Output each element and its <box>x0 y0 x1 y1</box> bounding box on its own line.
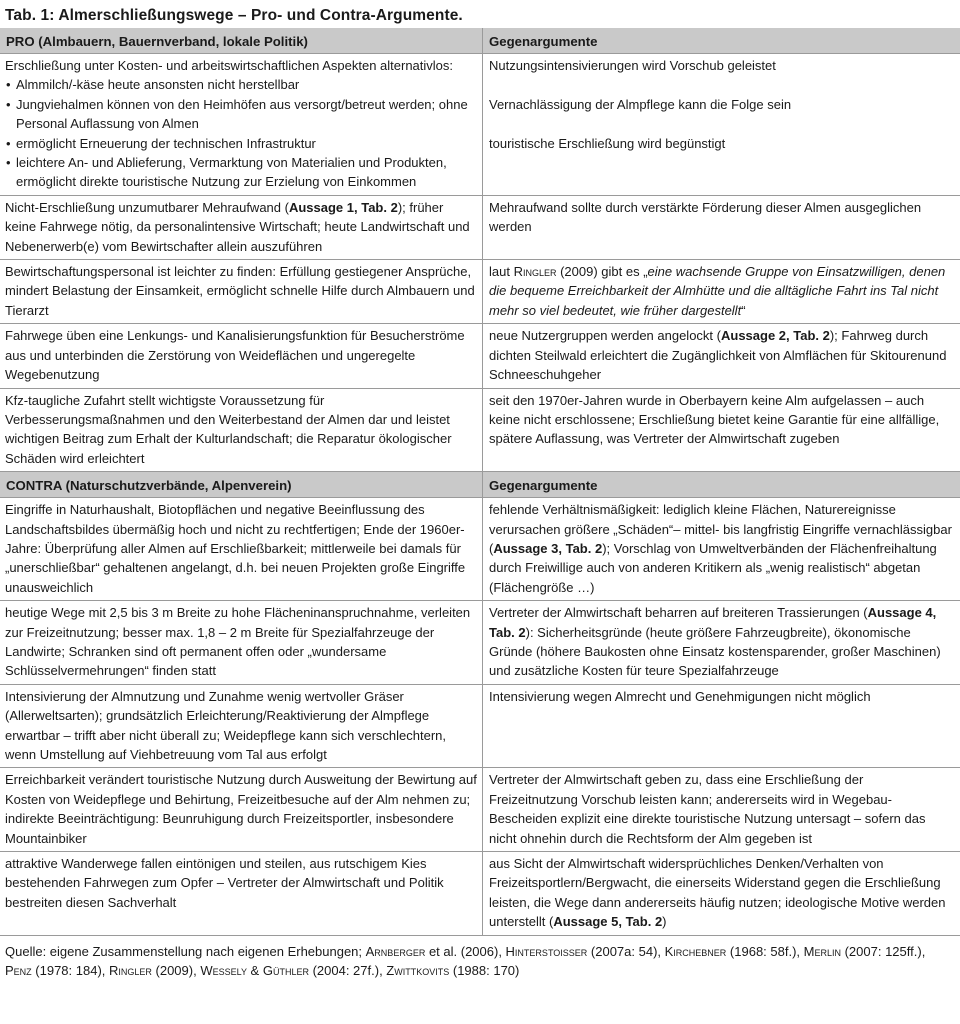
contra-argument: Erreichbarkeit verändert touristische Nutzung durch Ausweitung der Bewirtung auf Kosten von Weidepflege und Behirtung, Freizeitbesuche auf der Alm nehmen zu; indirekte Beeinträchtigung: Beunruhigung durch Freizeitsportler, insbesondere Mountainbiker <box>0 768 483 852</box>
source-note: Quelle: eigene Zusammenstellung nach eigenen Erhebungen; Arnberger et al. (2006), Hinterstoisser (2007a: 54), Kirchebner (1968: 58f.), Merlin (2007: 125ff.), Penz (1978: 184), Ringler (2009), Wessely & Güthler (2004: 27f.), Zwittkovits (1988: 170) <box>5 943 926 979</box>
arguments-table <box>0 28 960 936</box>
table-title: Tab. 1: Almerschließungswege – Pro- und Contra-Argumente. <box>5 7 463 24</box>
contra-argument: heutige Wege mit 2,5 bis 3 m Breite zu hohe Flächeninanspruchnahme, verleiten zur Freizeitnutzung; besser max. 1,8 – 2 m Breite für Spezialfahrzeuge der Landwirte; Schranken sind oft permanent offen oder „wundersame Schlüsselvermehrungen“ finden statt <box>0 601 483 685</box>
counter-argument: fehlende Verhältnismäßigkeit: lediglich kleine Flächen, Naturereignisse verursachen größere „Schäden“– mittel- bis langfristig Eingriffe vernachlässigbar (Aussage 3, Tab. 2); Vorschlag von Umweltverbänden der Flächenfreihaltung durch Freiwillige auch von anderen Kritikern als „wenig realistisch“ abgetan (Flächengröße …) <box>483 498 960 601</box>
author-name: Hinterstoisser <box>505 943 588 959</box>
reference: Aussage 1, Tab. 2 <box>288 199 398 215</box>
contra-argument: Intensivierung der Almnutzung und Zunahme wenig wertvoller Gräser (Allerweltsarten); grundsätzlich Erleichterung/Reaktivierung der Almpflege erwartbar – trifft aber nicht überall zu; Weidepflege kann sich verschlechtern, wenn Umstellung auf Viehbetreuung vom Tal aus erfolgt <box>0 684 483 768</box>
quote: eine wachsende Gruppe von Einsatzwilligen, denen die bequeme Erreichbarkeit der Almhütte und die alltägliche Fahrt ins Tal nicht mehr so viel bedeutet, wie früher dargestellt <box>489 264 946 318</box>
table-row <box>0 498 960 601</box>
table-row <box>0 260 960 324</box>
counter-argument: aus Sicht der Almwirtschaft widersprüchliches Denken/Verhalten von Freizeitsportlern/Bergwacht, die einerseits Widerstand gegen die Erschließung leisten, die Wege dann andererseits häufig nutzen; ideologische Motive werden unterstellt (Aussage 5, Tab. 2) <box>483 852 960 936</box>
reference: Aussage 2, Tab. 2 <box>720 328 830 344</box>
author-name: Zwittkovits <box>386 963 450 979</box>
pro-header: PRO (Almbauern, Bauernverband, lokale Politik) <box>0 28 483 54</box>
author-name: Ringler <box>109 963 152 979</box>
author-name: Kirchebner <box>664 943 727 959</box>
list-item: • Almmilch/-käse heute ansonsten nicht herstellbar <box>5 75 477 94</box>
author-name: Wessely & Güthler <box>200 963 309 979</box>
reference: Aussage 3, Tab. 2 <box>493 540 603 556</box>
table-row <box>0 324 960 388</box>
pro-argument: Bewirtschaftungspersonal ist leichter zu finden: Erfüllung gestiegener Ansprüche, mindert Belastung der Einsamkeit, ermöglicht schnelle Hilfe durch Almbauern und Tierarzt <box>0 260 483 324</box>
contra-argument: Eingriffe in Naturhaushalt, Biotopflächen und negative Beeinflussung des Landschaftsbildes übermäßig hoch und nicht zu rechtfertigen; Ende der 1960er-Jahre: Überprüfung aller Almen auf Erschließbarkeit; mittlerweile bei damals für „unerschließbar“ gehaltenen angelangt, d.h. bei neuen Projekten große Eingriffe unausweichlich <box>0 498 483 601</box>
table-row <box>0 601 960 685</box>
pro-counter-header: Gegenargumente <box>483 28 960 54</box>
table-row <box>0 852 960 936</box>
counter-line: touristische Erschließung wird begünstigt <box>489 135 726 151</box>
author-name: Merlin <box>803 943 841 959</box>
contra-counter-header: Gegenargumente <box>483 472 960 498</box>
counter-argument: Intensivierung wegen Almrecht und Genehmigungen nicht möglich <box>483 684 960 768</box>
table-row <box>0 768 960 852</box>
reference: Aussage 4, Tab. 2 <box>489 605 937 640</box>
counter-line: Vernachlässigung der Almpflege kann die Folge sein <box>489 96 792 112</box>
contra-header-row <box>0 472 960 498</box>
table-row <box>0 388 960 472</box>
pro-argument: Kfz-taugliche Zufahrt stellt wichtigste Voraussetzung für Verbesserungsmaßnahmen und den Weiterbestand der Almen dar und leistet wichtigen Beitrag zum Erhalt der Kulturlandschaft; die Reparatur ökologischer Schäden wird erleichtert <box>0 388 483 472</box>
author-name: Arnberger <box>365 943 426 959</box>
counter-argument: neue Nutzergruppen werden angelockt (Aussage 2, Tab. 2); Fahrweg durch dichten Steilwald erleichtert die Zugänglichkeit von Almflächen für Skitourenund Schneeschuhgeher <box>483 324 960 388</box>
counter-argument: Mehraufwand sollte durch verstärkte Förderung dieser Almen ausgeglichen werden <box>483 195 960 259</box>
author-name: Penz <box>5 963 32 979</box>
bullet-list <box>5 75 477 191</box>
author-name: Ringler <box>513 264 557 280</box>
pro-header-row <box>0 28 960 54</box>
contra-argument: attraktive Wanderwege fallen eintönigen und steilen, aus rutschigem Kies bestehenden Fahrwegen zum Opfer – Vertreter der Almwirtschaft und Politik bestreiten diesen Sachverhalt <box>0 852 483 936</box>
counter-argument: laut Ringler (2009) gibt es „eine wachsende Gruppe von Einsatzwilligen, denen die bequeme Erreichbarkeit der Almhütte und die alltägliche Fahrt ins Tal nicht mehr so viel bedeutet, wie früher dargestellt“ <box>483 260 960 324</box>
pro-argument: Fahrwege üben eine Lenkungs- und Kanalisierungsfunktion für Besucherströme aus und unterbinden die Zerstörung von Weideflächen und ungeregelte Wegebenutzung <box>0 324 483 388</box>
contra-header: CONTRA (Naturschutzverbände, Alpenverein) <box>0 472 483 498</box>
list-item: • leichtere An- und Ablieferung, Vermarktung von Materialien und Produkten, ermöglicht direkte touristische Nutzung zur Erzielung von Einkommen <box>5 153 477 192</box>
list-item: • Jungviehalmen können von den Heimhöfen aus versorgt/betreut werden; ohne Personal Auflassung von Almen <box>5 95 477 134</box>
pro-argument: Nicht-Erschließung unzumutbarer Mehraufwand (Aussage 1, Tab. 2); früher keine Fahrwege nötig, da personalintensive Wirtschaft; heute Landwirtschaft und Nebenerwerb(e) vom Bewirtschafter allein auszuführen <box>0 195 483 259</box>
table-row <box>0 54 960 196</box>
counter-argument: seit den 1970er-Jahren wurde in Oberbayern keine Alm aufgelassen – auch keine nicht erschlossene; Erschließung bietet keine Garantie für eine allfällige, spätere Auflassung, was Vertreter der Almwirtschaft zugeben <box>483 388 960 472</box>
counter-line: Nutzungsintensivierungen wird Vorschub geleistet <box>489 58 776 73</box>
counter-argument: Vertreter der Almwirtschaft beharren auf breiteren Trassierungen (Aussage 4, Tab. 2): Sicherheitsgründe (heute größere Fahrzeugbreite), ökonomische Gründe (höhere Baukosten ohne Einsatz kostensparender, großer Maschinen) und zusätzliche Kosten für teure Spezialfahrzeuge <box>483 601 960 685</box>
counter-argument <box>483 54 960 196</box>
pro-intro: Erschließung unter Kosten- und arbeitswirtschaftlichen Aspekten alternativlos: <box>5 58 454 73</box>
table-row <box>0 195 960 259</box>
table-row <box>0 684 960 768</box>
counter-argument: Vertreter der Almwirtschaft geben zu, dass eine Erschließung der Freizeitnutzung Vorschub leisten kann; andererseits wird in Wegebau-Bescheiden explizit eine direkte touristische Nutzung untersagt – sofern das nicht ohnehin durch die Rechtsform der Alm gegeben ist <box>483 768 960 852</box>
reference: Aussage 5, Tab. 2 <box>553 914 663 930</box>
pro-argument <box>0 54 483 196</box>
list-item: • ermöglicht Erneuerung der technischen Infrastruktur <box>5 134 477 153</box>
